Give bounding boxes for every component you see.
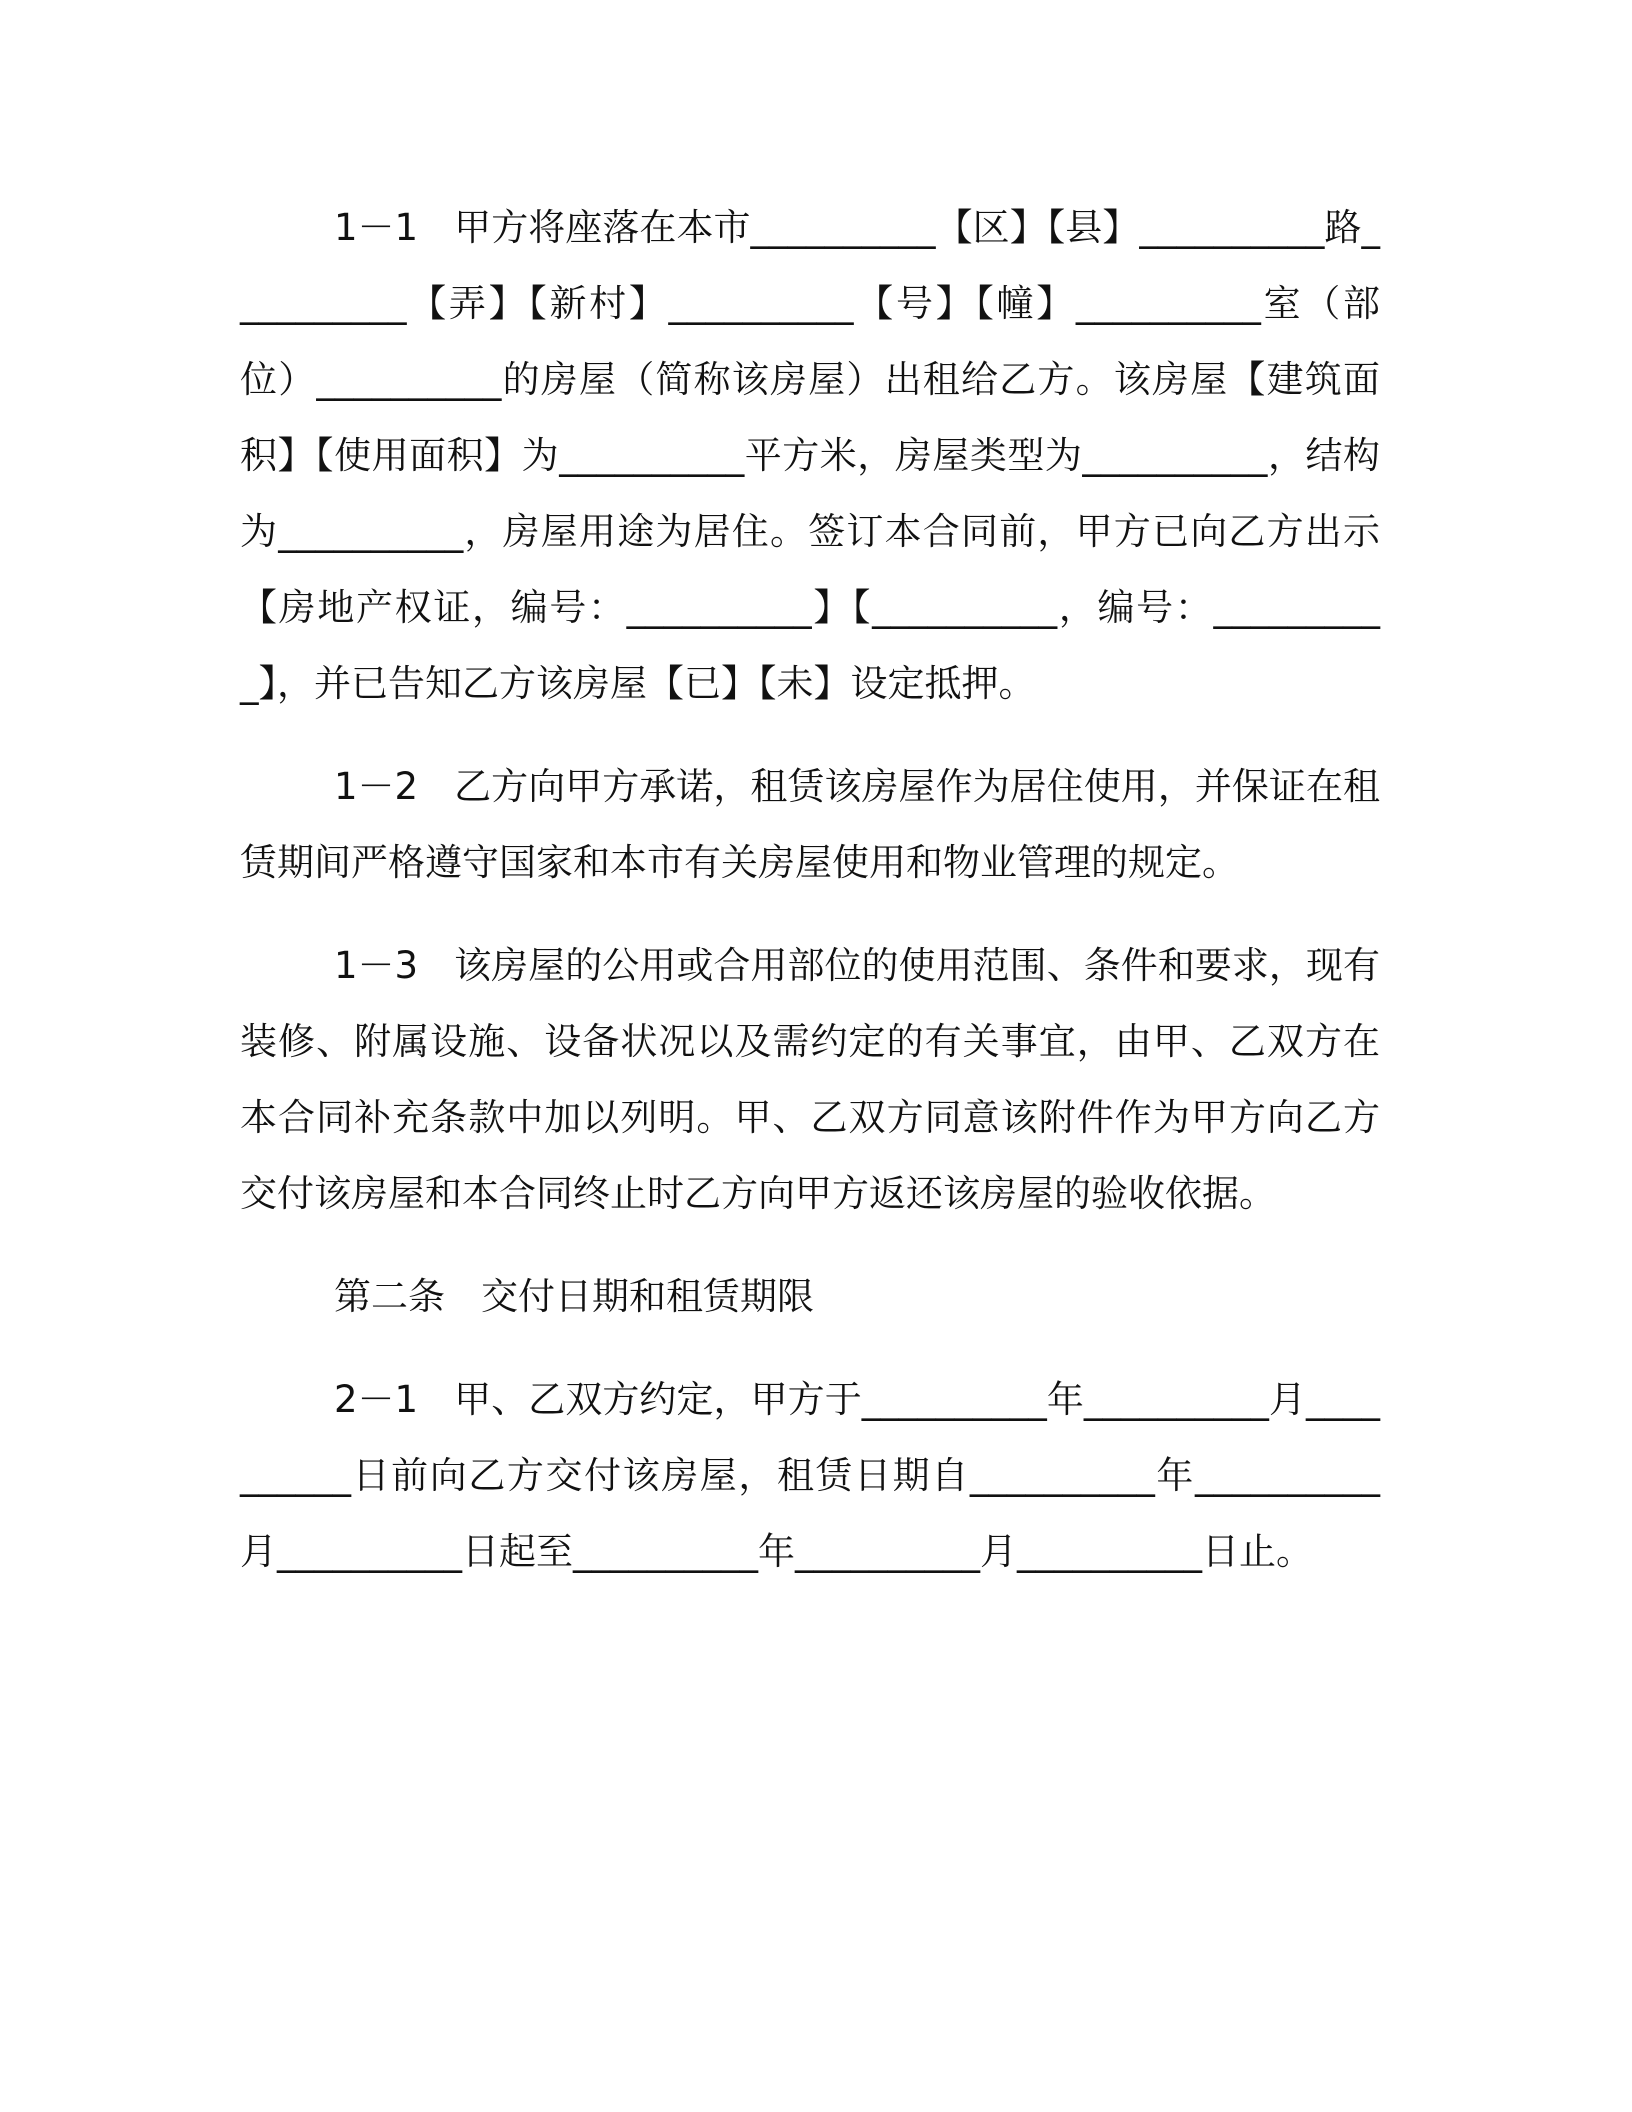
clause-text: 甲方将座落在本市__________【区】【县】__________路__________【弄】【新村】__________【号】【幢】__________室（部位）__________的房屋（简称该房屋）出租给乙方。该房屋【建筑面积】【使用面积】为__________平方米，房屋类型为__________，结构为__________，房屋用途为居住。签订本合同前，甲方已向乙方出示【房地产权证，编号：__________】【__________，编号：__________】，并已告知乙方该房屋【已】【未】设定抵押。 xyxy=(240,206,1380,705)
clause-number: 1－2 xyxy=(334,765,419,808)
clause-number: 1－1 xyxy=(334,206,419,249)
clause-1-1 xyxy=(240,190,1380,722)
clause-1-2 xyxy=(240,749,1380,901)
clause-number: 2－1 xyxy=(334,1378,419,1421)
clause-2-1 xyxy=(240,1362,1380,1590)
article-label: 第二条 xyxy=(334,1275,445,1318)
contract-body xyxy=(240,190,1380,1617)
clause-number: 1－3 xyxy=(334,944,419,987)
clause-text: 乙方向甲方承诺，租赁该房屋作为居住使用，并保证在租赁期间严格遵守国家和本市有关房屋使用和物业管理的规定。 xyxy=(240,765,1380,884)
clause-1-3 xyxy=(240,928,1380,1232)
clause-text: 该房屋的公用或合用部位的使用范围、条件和要求，现有装修、附属设施、设备状况以及需约定的有关事宜，由甲、乙双方在本合同补充条款中加以列明。甲、乙双方同意该附件作为甲方向乙方交付该房屋和本合同终止时乙方向甲方返还该房屋的验收依据。 xyxy=(240,944,1380,1215)
article-2-heading xyxy=(240,1259,1380,1335)
article-title: 交付日期和租赁期限 xyxy=(481,1275,814,1318)
clause-text: 甲、乙双方约定，甲方于__________年__________月__________日前向乙方交付该房屋，租赁日期自__________年__________月__________日起至__________年__________月__________日止。 xyxy=(240,1378,1380,1573)
